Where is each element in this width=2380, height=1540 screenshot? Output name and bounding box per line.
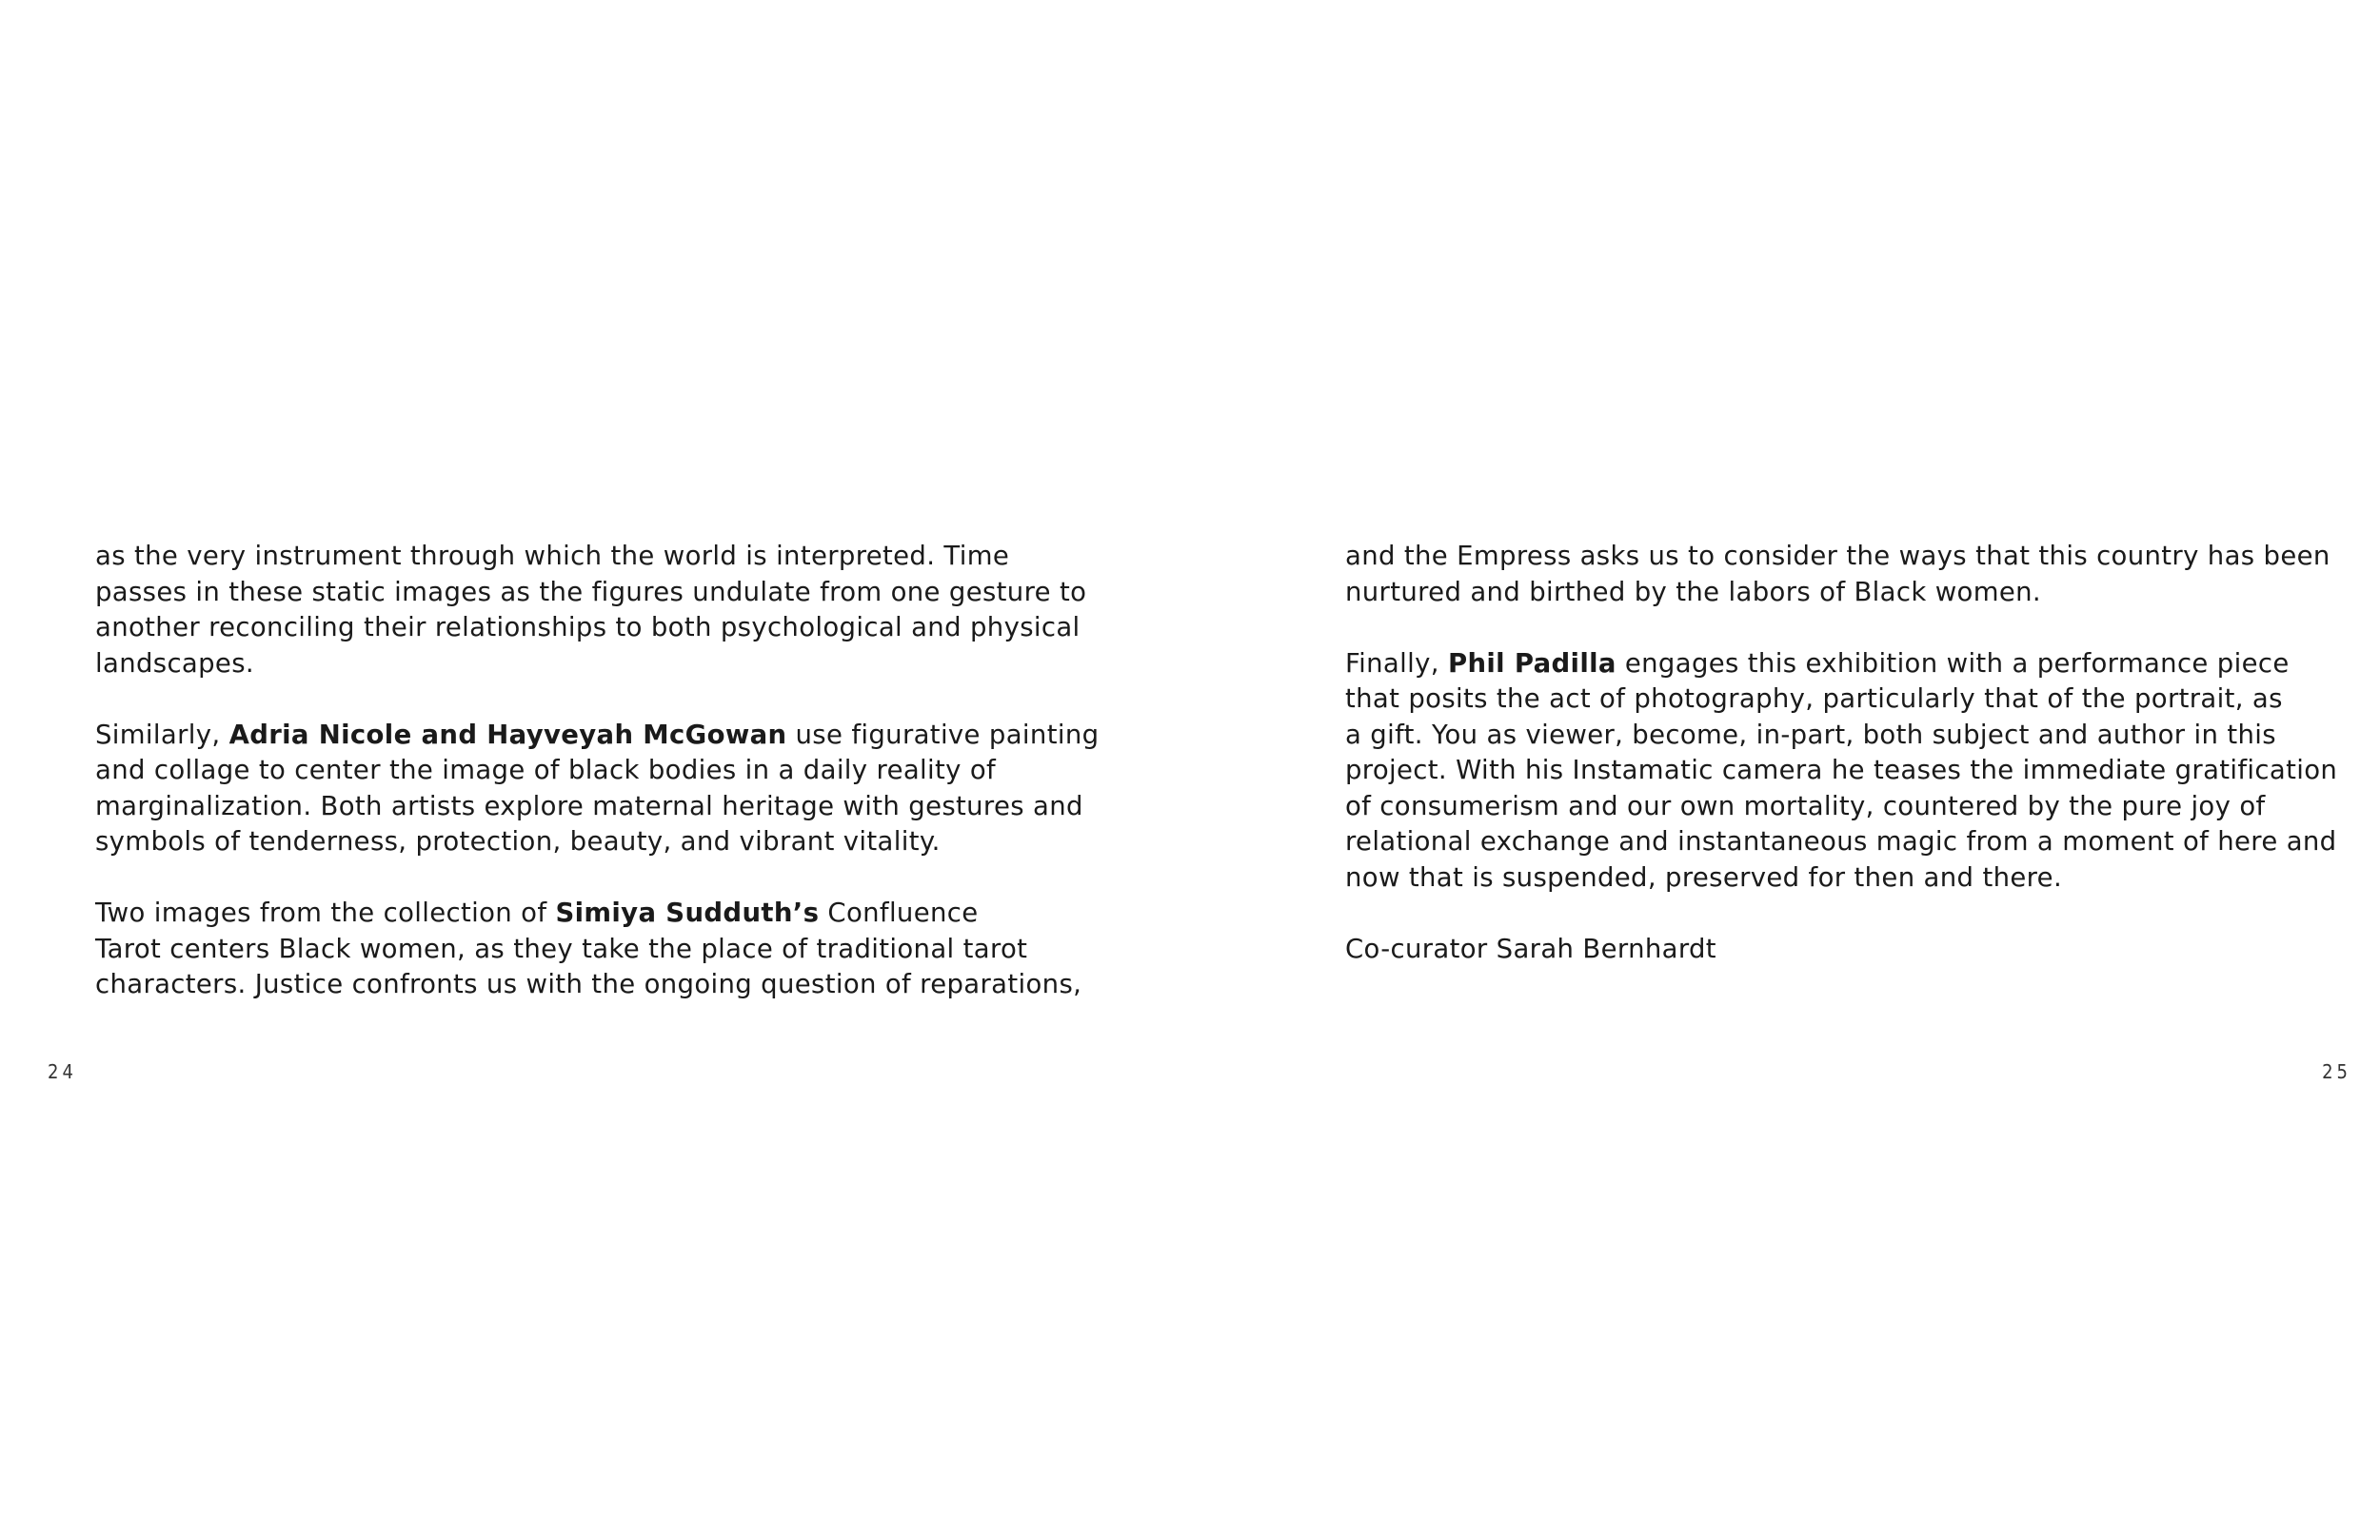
text-line: and the Empress asks us to consider the ways that this country has been [1345,541,2330,571]
left-page-text [95,539,1099,1003]
text-line: a gift. You as viewer, become, in-part, both subject and author in this [1345,719,2276,750]
paragraph-gap [1345,896,2337,932]
artist-name: Adria Nicole and Hayveyah McGowan [228,719,787,750]
text-line [1345,646,2337,682]
text-line [95,896,1099,932]
text-line: of consumerism and our own mortality, countered by the pure joy of [1345,790,2266,821]
artist-name: Phil Padilla [1447,647,1616,679]
artist-name: Simiya Sudduth’s [555,898,820,928]
text-line: and collage to center the image of black bodies in a daily reality of [95,755,997,785]
curator-signature: Co-curator Sarah Bernhardt [1345,933,1716,964]
text-line: another reconciling their relationships to both psychological and physical [95,612,1081,642]
page-number: 25 [2322,1060,2351,1083]
text-run: Finally, [1345,647,1448,679]
text-run: engages this exhibition with a performance piece [1616,647,2290,679]
text-run: Confluence [819,898,979,928]
text-line: marginalization. Both artists explore maternal heritage with gestures and [95,790,1083,821]
text-line [95,718,1099,754]
text-line: Tarot centers Black women, as they take the place of traditional tarot [95,933,1028,964]
text-run: use figurative painting [786,719,1100,750]
right-page-text [1345,539,2337,967]
text-line: as the very instrument through which the world is interpreted. Time [95,541,1010,571]
paragraph-gap [95,860,1099,897]
paragraph-gap [95,681,1099,718]
text-line: landscapes. [95,647,254,679]
text-line: nurtured and birthed by the labors of Black women. [1345,576,2041,607]
text-run: Similarly, [95,719,229,750]
text-line: passes in these static images as the figures undulate from one gesture to [95,576,1087,607]
right-page [1190,0,2380,1540]
text-run: Two images from the collection of [95,898,556,928]
text-line: that posits the act of photography, particularly that of the portrait, as [1345,683,2283,714]
text-line: now that is suspended, preserved for then and there. [1345,861,2063,893]
paragraph-gap [1345,610,2337,646]
text-line: relational exchange and instantaneous magic from a moment of here and [1345,826,2337,857]
page-number: 24 [48,1060,77,1083]
text-line: symbols of tenderness, protection, beauty, and vibrant vitality. [95,826,941,857]
text-line: project. With his Instamatic camera he teases the immediate gratification [1345,755,2338,785]
text-line: characters. Justice confronts us with the ongoing question of reparations, [95,969,1082,999]
